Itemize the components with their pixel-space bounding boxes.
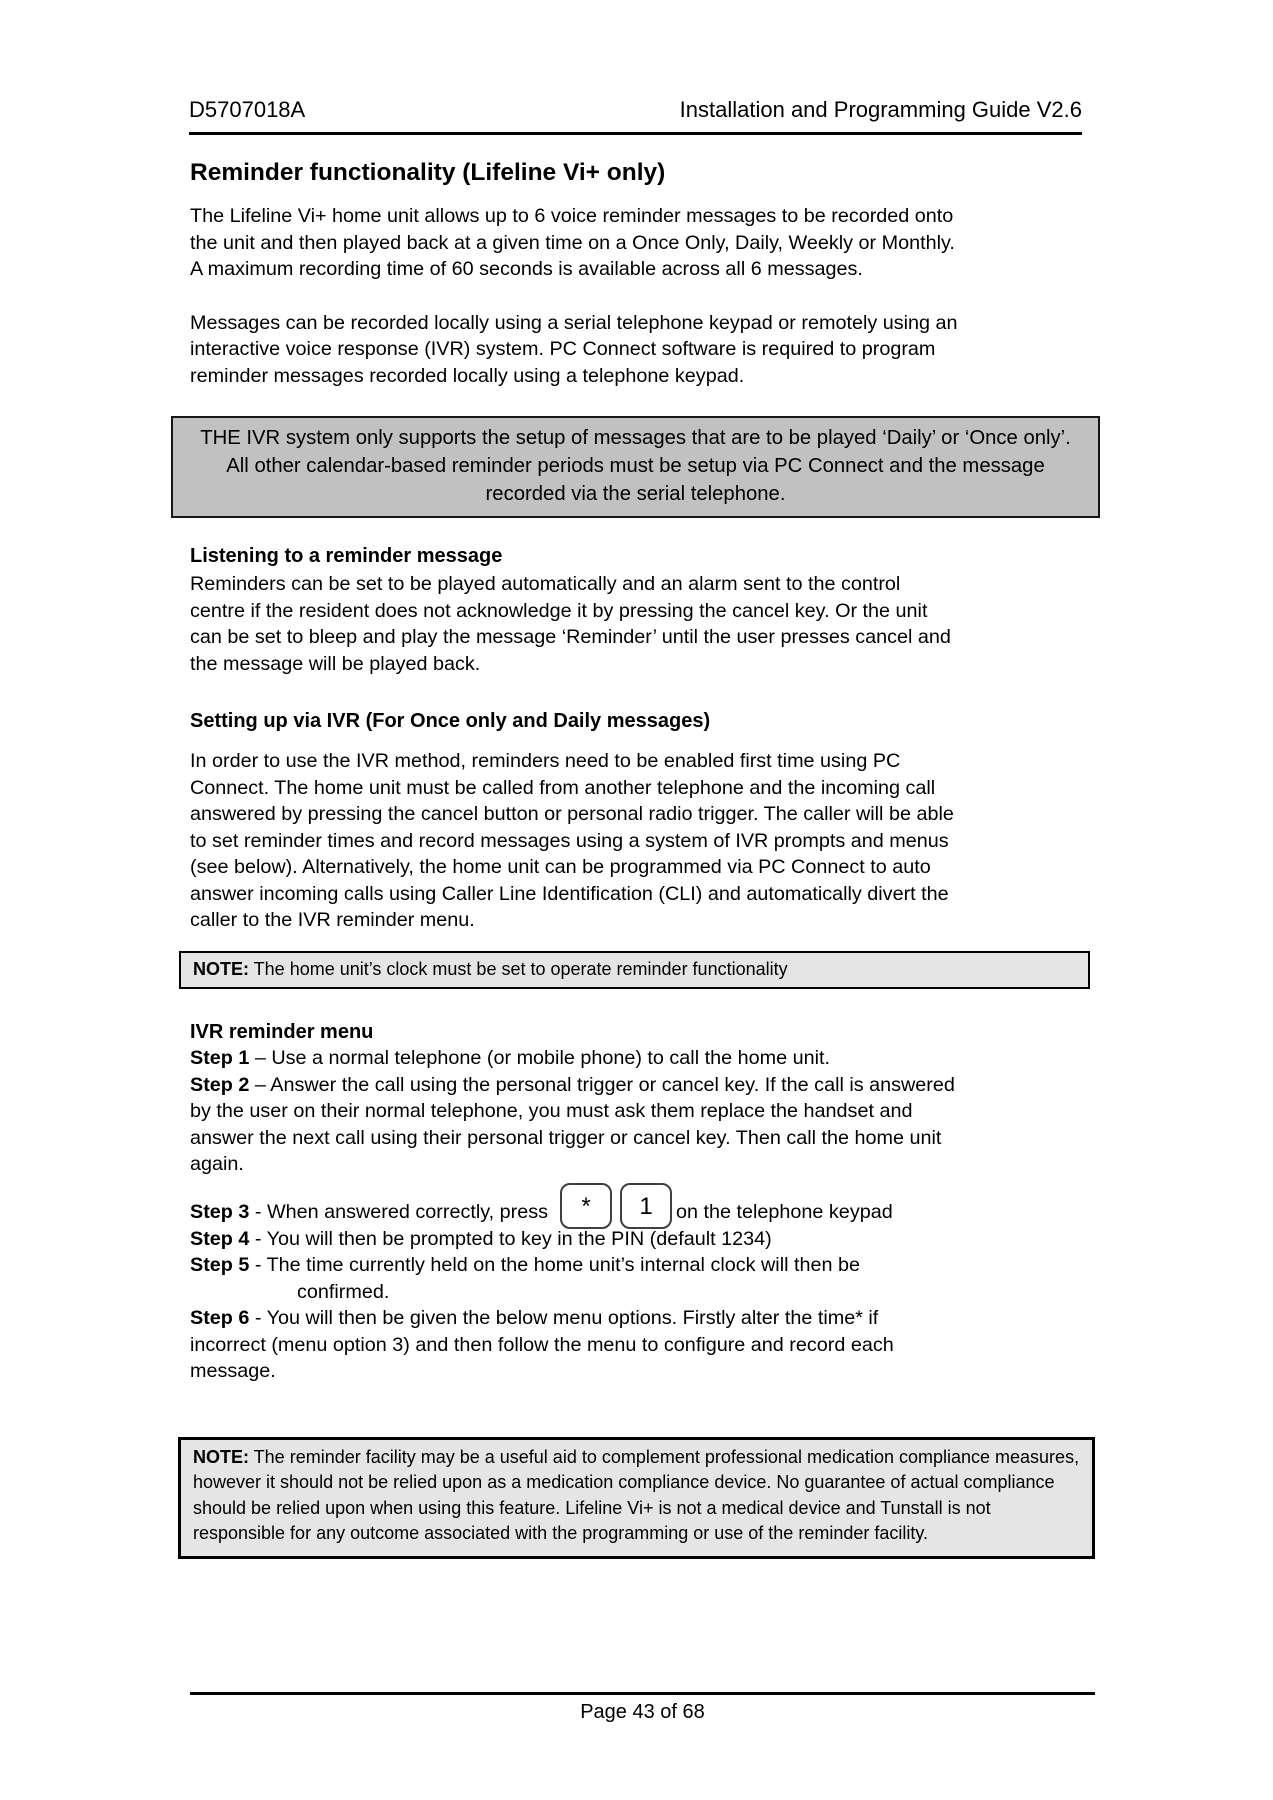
step-2 [190, 1072, 958, 1178]
page-footer [190, 1692, 1095, 1724]
guide-title: Installation and Programming Guide V2.6 [679, 97, 1082, 122]
step-6 [190, 1305, 958, 1385]
step-4-text: - You will then be prompted to key in the PIN (default 1234) [249, 1227, 772, 1250]
step-5 [190, 1252, 958, 1279]
page-number: Page 43 of 68 [580, 1701, 705, 1723]
step-1-text: – Use a normal telephone (or mobile phone) to call the home unit. [249, 1047, 830, 1069]
ivr-support-notice-box: THE IVR system only supports the setup of messages that are to be played ‘Daily’ or ‘Once only’. All other calendar-based reminder periods must be setup via PC Connect and the message recorded via the serial telephone. [171, 416, 1100, 518]
ivr-setup-section-body: In order to use the IVR method, reminders need to be enabled first time using PC Connect. The home unit must be called from another telephone and the incoming call answered by pressing the cancel button or personal radio trigger. The caller will be able to set reminder times and record messages using a system of IVR prompts and menus (see below). Alternatively, the home unit can be programmed via PC Connect to auto answer incoming calls using Caller Line Identification (CLI) and automatically divert the caller to the IVR reminder menu. [190, 750, 954, 931]
intro-paragraph-2: Messages can be recorded locally using a serial telephone keypad or remotely using an interactive voice response (IVR) system. PC Connect software is required to program reminder messages recorded locally using a telephone keypad. [190, 311, 958, 387]
listening-section-body: Reminders can be set to be played automatically and an alarm sent to the control centre if the resident does not acknowledge it by pressing the cancel key. Or the unit can be set to bleep and play the message ‘Reminder’ until the user presses cancel and the message will be played back. [190, 573, 951, 675]
page-content [190, 150, 1120, 1559]
step-2-text: – Answer the call using the personal trigger or cancel key. If the call is answered by the user on their normal telephone, you must ask them replace the handset and answer the next call using their personal trigger or cancel key. Then call the home unit again. [190, 1073, 955, 1175]
step-3 [190, 1183, 1050, 1226]
step-1 [190, 1045, 958, 1072]
note-text: The home unit’s clock must be set to operate reminder functionality [249, 958, 788, 979]
step-2-label: Step 2 [190, 1073, 250, 1096]
clock-note-box [179, 951, 1090, 990]
page-header [189, 97, 1082, 135]
step-5-continuation: confirmed. [297, 1280, 390, 1303]
listening-section-heading: Listening to a reminder message [190, 545, 503, 567]
step-3-label: Step 3 [190, 1201, 250, 1223]
step-1-label: Step 1 [190, 1047, 250, 1069]
star-key-icon: * [560, 1183, 612, 1229]
note-text: The reminder facility may be a useful aid to complement professional medication compliance measures, however it should not be relied upon as a medication compliance device. No guarantee of actual compliance should be relied upon when using this feature. Lifeline Vi+ is not a medical device and Tunstall is not responsible for any outcome associated with the programming or use of the reminder facility. [193, 1446, 1080, 1543]
note-label: NOTE: [193, 958, 249, 979]
step-3-pre-text: - When answered correctly, press [249, 1201, 549, 1223]
step-3-post-text: on the telephone keypad [676, 1201, 893, 1223]
one-key-icon: 1 [620, 1183, 672, 1229]
intro-paragraph-1: The Lifeline Vi+ home unit allows up to 6 voice reminder messages to be recorded onto the unit and then played back at a given time on a Once Only, Daily, Weekly or Monthly. A maximum recording time of 60 seconds is available across all 6 messages. [190, 205, 955, 280]
ivr-setup-section-heading: Setting up via IVR (For Once only and Daily messages) [190, 710, 711, 732]
step-5-text: - The time currently held on the home unit’s internal clock will then be [249, 1254, 860, 1276]
medication-disclaimer-note-box [178, 1437, 1095, 1559]
note-label: NOTE: [193, 1446, 249, 1467]
step-4-label: Step 4 [190, 1227, 250, 1250]
step-4 [190, 1226, 958, 1253]
page-title: Reminder functionality (Lifeline Vi+ only) [190, 159, 666, 186]
step-3-lead [190, 1199, 548, 1226]
step-6-label: Step 6 [190, 1307, 250, 1329]
document-number: D5707018A [189, 97, 306, 122]
step-6-text: - You will then be given the below menu options. Firstly alter the time* if incorrect (menu option 3) and then follow the menu to configure and record each message. [190, 1307, 894, 1382]
ivr-menu-heading: IVR reminder menu [190, 1021, 374, 1043]
step-5-label: Step 5 [190, 1254, 250, 1276]
